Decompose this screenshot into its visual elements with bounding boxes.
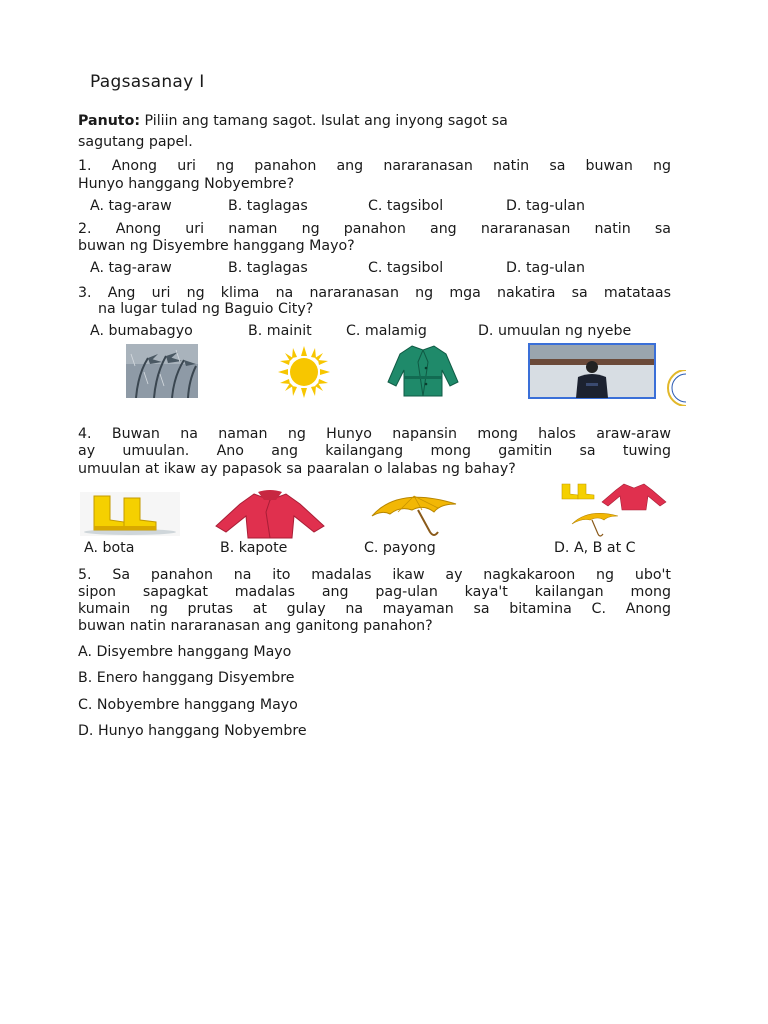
q2-option-d: D. tag-ulan xyxy=(506,260,585,276)
q1-option-c: C. tagsibol xyxy=(368,198,444,214)
instructions-label: Panuto: xyxy=(78,113,140,129)
q2-option-c: C. tagsibol xyxy=(368,260,444,276)
q3-option-c: C. malamig xyxy=(346,323,427,339)
q3-option-d: D. umuulan ng nyebe xyxy=(478,323,632,339)
sun-image xyxy=(276,344,332,400)
question-1-line-2: Hunyo hanggang Nobyembre? xyxy=(78,176,295,192)
instructions-line-1 xyxy=(78,112,508,131)
q3-option-a: A. bumabagyo xyxy=(90,323,193,339)
q2-option-b: B. taglagas xyxy=(228,260,308,276)
q5-option-d: D. Hunyo hanggang Nobyembre xyxy=(78,723,307,739)
question-4-line-2: ay umuulan. Ano ang kailangang mong gamitin sa tuwing xyxy=(78,443,671,459)
q4-option-d: D. A, B at C xyxy=(554,540,636,556)
q1-option-a: A. tag-araw xyxy=(90,198,172,214)
question-5-line-2: sipon sapagkat madalas ang pag-ulan kaya't kailangan mong xyxy=(78,584,671,600)
q1-option-b: B. taglagas xyxy=(228,198,308,214)
q4-option-c: C. payong xyxy=(364,540,436,556)
question-4-line-1: 4. Buwan na naman ng Hunyo napansin mong halos araw-araw xyxy=(78,426,671,442)
question-3-line-1: 3. Ang uri ng klima na nararanasan ng mga nakatira sa matataas xyxy=(78,285,671,301)
instructions-line-2: sagutang papel. xyxy=(78,134,193,150)
page-title: Pagsasanay I xyxy=(90,72,205,92)
q3-option-b: B. mainit xyxy=(248,323,312,339)
q4-option-a: A. bota xyxy=(84,540,135,556)
boots-raincoat-umbrella-combo-image xyxy=(558,480,670,540)
question-5-line-4: buwan natin nararanasan ang ganitong panahon? xyxy=(78,618,433,634)
q4-option-b: B. kapote xyxy=(220,540,288,556)
yellow-boots-image xyxy=(80,492,180,536)
yellow-umbrella-image xyxy=(368,490,460,540)
q5-option-c: C. Nobyembre hanggang Mayo xyxy=(78,697,298,713)
q5-option-a: A. Disyembre hanggang Mayo xyxy=(78,644,292,660)
instructions-text: Piliin ang tamang sagot. Isulat ang inyong sagot sa xyxy=(140,113,508,129)
question-2-line-1: 2. Anong uri naman ng panahon ang nararanasan natin sa xyxy=(78,221,671,237)
question-3-line-2: na lugar tulad ng Baguio City? xyxy=(98,301,314,317)
question-4-line-3: umuulan at ikaw ay papasok sa paaralan o lalabas ng bahay? xyxy=(78,461,516,477)
q1-option-d: D. tag-ulan xyxy=(506,198,585,214)
red-raincoat-image xyxy=(214,490,326,540)
question-5-line-1: 5. Sa panahon na ito madalas ikaw ay nagkakaroon ng ubo't xyxy=(78,567,671,583)
q2-option-a: A. tag-araw xyxy=(90,260,172,276)
question-5-line-3: kumain ng prutas at gulay na mayaman sa bitamina C. Anong xyxy=(78,601,671,617)
storm-trees-image xyxy=(126,344,198,398)
person-in-snow-image xyxy=(528,343,656,399)
seal-fragment-image xyxy=(666,370,686,406)
green-coat-image xyxy=(384,342,462,398)
question-2-line-2: buwan ng Disyembre hanggang Mayo? xyxy=(78,238,355,254)
question-1-line-1: 1. Anong uri ng panahon ang nararanasan natin sa buwan ng xyxy=(78,158,671,174)
q5-option-b: B. Enero hanggang Disyembre xyxy=(78,670,295,686)
